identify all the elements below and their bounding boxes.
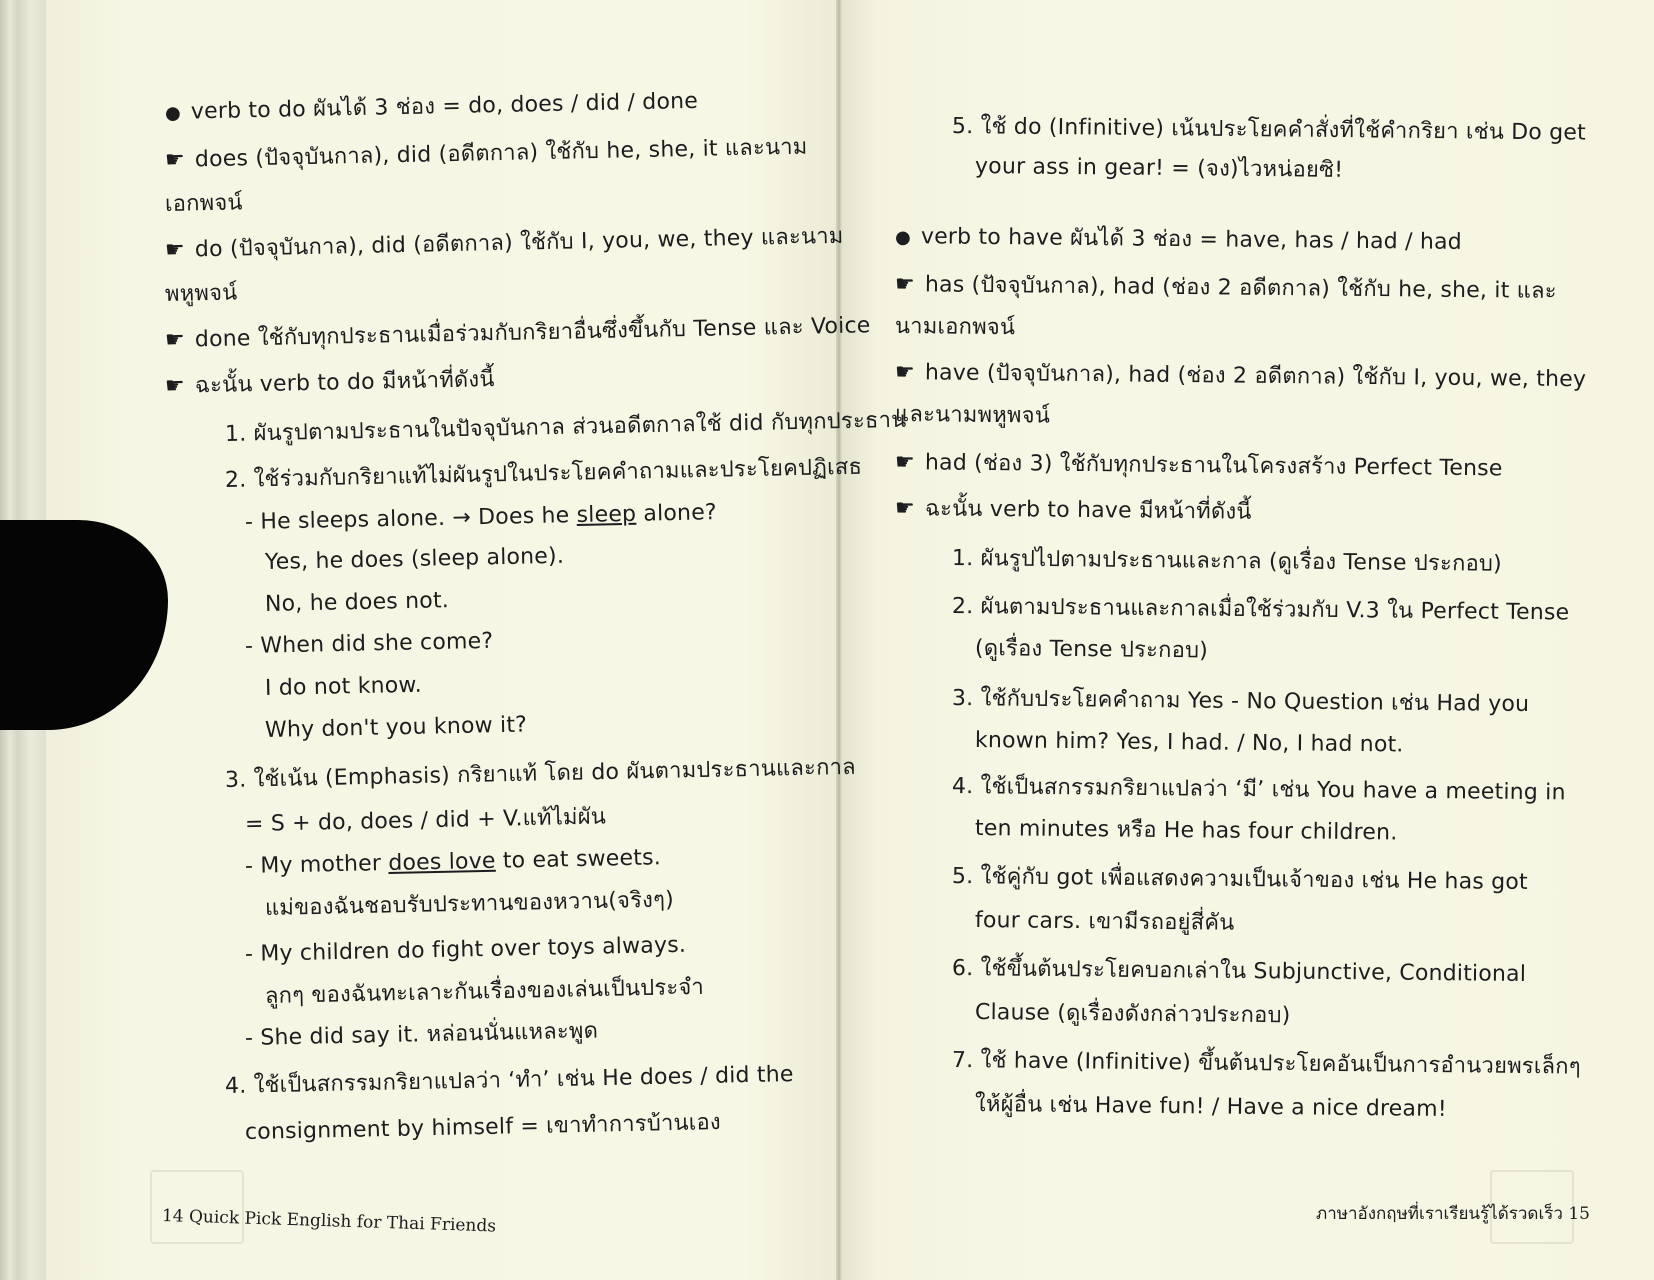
text-line: 1. ผันรูปตามประธานในปัจจุบันกาล ส่วนอดีตกาลใช้ did กับทุกประธาน: [224, 407, 907, 447]
text-line: (ดูเรื่อง Tense ประกอบ): [974, 636, 1209, 664]
text-line: ลูกๆ ของฉันทะเลาะกันเรื่องของเล่นเป็นประจำ: [264, 974, 705, 1009]
text-line: ☛ ฉะนั้น verb to have มีหน้าที่ดังนี้: [895, 494, 1252, 528]
text-line: known him? Yes, I had. / No, I had not.: [974, 728, 1404, 758]
text-line: ● verb to do ผันได้ 3 ช่อง = do, does / did / done: [165, 87, 699, 129]
book-gutter: [836, 0, 842, 1280]
text-line: พหูพจน์: [164, 280, 238, 307]
text-line: 3. ใช้เน้น (Emphasis) กริยาแท้ โดย do ผันตามประธานและกาล: [224, 754, 857, 793]
text-line: I do not know.: [264, 672, 423, 701]
text-line: ☛ done ใช้กับทุกประธานเมื่อร่วมกับกริยาอื่นซึ่งขึ้นกับ Tense และ Voice: [165, 311, 871, 356]
text-line: ☛ have (ปัจจุบันกาล), had (ช่อง 2 อดีตกาล) ใช้กับ I, you, we, they: [895, 358, 1586, 395]
text-line: - She did say it. หล่อนนั่นแหละพูด: [244, 1018, 599, 1051]
text-line: 6. ใช้ขึ้นต้นประโยคบอกเล่าใน Subjunctive, Conditional: [951, 956, 1527, 988]
text-line: four cars. เขามีรถอยู่สี่คัน: [974, 908, 1235, 936]
text-segment: - He sleeps alone. → Does he: [244, 503, 577, 535]
text-line: เอกพจน์: [164, 190, 243, 217]
text-line: 2. ใช้ร่วมกับกริยาแท้ไม่ผันรูปในประโยคคำถามและประโยคปฏิเสธ: [224, 454, 863, 493]
text-line: Why don't you know it?: [264, 712, 528, 743]
text-segment: alone?: [635, 500, 718, 527]
text-line: ☛ does (ปัจจุบันกาล), did (อดีตกาล) ใช้กับ he, she, it และนาม: [165, 133, 808, 176]
text-line: 2. ผันตามประธานและกาลเมื่อใช้ร่วมกับ V.3 ใน Perfect Tense: [951, 594, 1570, 626]
text-line: Yes, he does (sleep alone).: [264, 543, 565, 575]
text-line: 7. ใช้ have (Infinitive) ขึ้นต้นประโยคอันเป็นการอำนวยพรเล็กๆ: [951, 1048, 1581, 1080]
page-footer: ภาษาอังกฤษที่เราเรียนรู้ได้รวดเร็ว 15: [1316, 1204, 1590, 1224]
text-line: Clause (ดูเรื่องดังกล่าวประกอบ): [974, 1000, 1291, 1029]
text-line: และนามพหูพจน์: [894, 402, 1051, 429]
text-line: = S + do, does / did + V.แท้ไม่ผัน: [244, 804, 607, 837]
text-line: ☛ ฉะนั้น verb to do มีหน้าที่ดังนี้: [165, 365, 495, 402]
text-line: ● verb to have ผันได้ 3 ช่อง = have, has / had / had: [895, 222, 1462, 259]
text-line: 1. ผันรูปไปตามประธานและกาล (ดูเรื่อง Tense ประกอบ): [951, 546, 1503, 577]
text-line: consignment by himself = เขาทำการบ้านเอง: [244, 1110, 722, 1145]
text-line: - When did she come?: [244, 628, 494, 659]
text-line: - My children do fight over toys always.: [244, 932, 687, 967]
text-segment: to eat sweets.: [495, 845, 662, 874]
text-line: ten minutes หรือ He has four children.: [974, 816, 1398, 846]
text-line: นามเอกพจน์: [894, 314, 1016, 341]
text-line: ☛ do (ปัจจุบันกาล), did (อดีตกาล) ใช้กับ I, you, we, they และนาม: [165, 222, 844, 266]
text-line: No, he does not.: [264, 588, 450, 617]
right-page: [838, 0, 1654, 1280]
text-line: 4. ใช้เป็นสกรรมกริยาแปลว่า ‘มี’ เช่น You have a meeting in: [951, 774, 1566, 806]
page-footer: 14 Quick Pick English for Thai Friends: [161, 1206, 497, 1237]
text-line: แม่ของฉันชอบรับประทานของหวาน(จริงๆ): [264, 887, 675, 921]
text-line: 4. ใช้เป็นสกรรมกริยาแปลว่า ‘ทำ’ เช่น He does / did the: [224, 1062, 794, 1099]
underlined-text: does love: [388, 848, 496, 876]
text-segment: - My mother: [244, 851, 389, 879]
underlined-text: sleep: [576, 501, 637, 529]
text-line: 5. ใช้คู่กับ got เพื่อแสดงความเป็นเจ้าของ เช่น He has got: [951, 864, 1528, 896]
text-line: 5. ใช้ do (Infinitive) เน้นประโยคคำสั่งที่ใช้คำกริยา เช่น Do get: [951, 114, 1587, 146]
text-line: ☛ had (ช่อง 3) ใช้กับทุกประธานในโครงสร้าง Perfect Tense: [895, 448, 1503, 484]
text-line: ให้ผู้อื่น เช่น Have fun! / Have a nice dream!: [974, 1092, 1447, 1122]
text-line: your ass in gear! = (จง)ไวหน่อยซิ!: [974, 154, 1344, 183]
text-line: ☛ has (ปัจจุบันกาล), had (ช่อง 2 อดีตกาล) ใช้กับ he, she, it และ: [895, 270, 1557, 307]
text-line: 3. ใช้กับประโยคคำถาม Yes - No Question เช่น Had you: [951, 686, 1530, 718]
